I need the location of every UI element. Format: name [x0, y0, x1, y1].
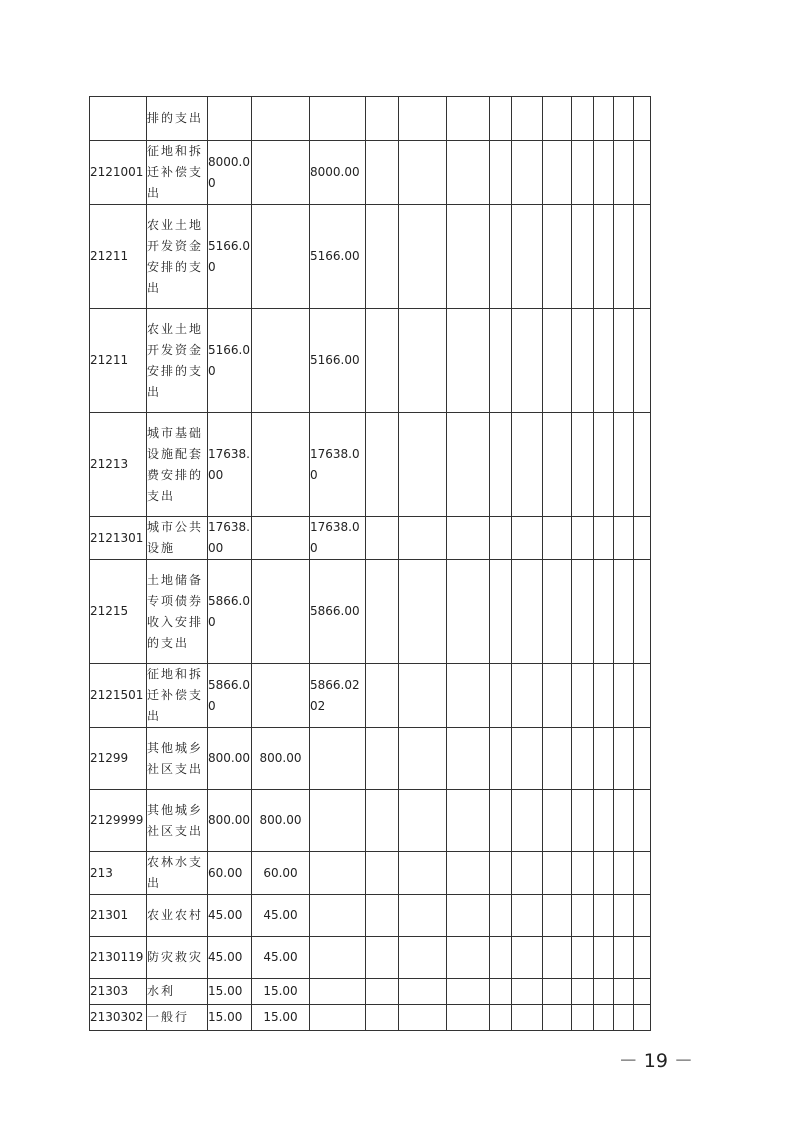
empty-cell — [543, 309, 572, 413]
page-number: － 19 － — [618, 1050, 693, 1072]
empty-cell — [447, 517, 490, 560]
empty-cell — [614, 97, 634, 141]
empty-cell — [366, 664, 399, 728]
empty-cell — [634, 141, 651, 205]
row-total-amount: 5866.00 — [208, 560, 252, 664]
empty-cell — [399, 97, 447, 141]
empty-cell — [614, 937, 634, 979]
row-item-name: 土地储备专项债券收入安排的支出 — [147, 560, 208, 664]
table-row — [90, 517, 651, 560]
row-total-amount — [208, 97, 252, 141]
row-general-budget-amount — [252, 205, 310, 309]
row-total-amount: 5166.00 — [208, 309, 252, 413]
row-general-budget-amount: 15.00 — [252, 1005, 310, 1031]
row-general-budget-amount: 15.00 — [252, 979, 310, 1005]
empty-cell — [399, 664, 447, 728]
empty-cell — [490, 664, 512, 728]
empty-cell — [447, 560, 490, 664]
empty-cell — [543, 141, 572, 205]
empty-cell — [543, 895, 572, 937]
empty-cell — [512, 205, 543, 309]
empty-cell — [594, 97, 614, 141]
budget-table — [89, 96, 651, 1031]
empty-cell — [399, 937, 447, 979]
empty-cell — [614, 517, 634, 560]
row-fund-budget-amount — [310, 790, 366, 852]
row-item-name: 征地和拆迁补偿支出 — [147, 664, 208, 728]
empty-cell — [366, 141, 399, 205]
row-total-amount: 45.00 — [208, 895, 252, 937]
empty-cell — [572, 97, 594, 141]
table-row — [90, 1005, 651, 1031]
row-fund-budget-amount — [310, 97, 366, 141]
empty-cell — [447, 1005, 490, 1031]
row-general-budget-amount — [252, 97, 310, 141]
row-fund-budget-amount — [310, 728, 366, 790]
row-item-name: 防灾救灾 — [147, 937, 208, 979]
empty-cell — [366, 1005, 399, 1031]
empty-cell — [399, 852, 447, 895]
empty-cell — [594, 560, 614, 664]
empty-cell — [447, 852, 490, 895]
empty-cell — [447, 728, 490, 790]
row-item-name: 城市公共设施 — [147, 517, 208, 560]
empty-cell — [512, 937, 543, 979]
empty-cell — [490, 1005, 512, 1031]
empty-cell — [399, 728, 447, 790]
row-code — [90, 97, 147, 141]
empty-cell — [490, 937, 512, 979]
table-row — [90, 205, 651, 309]
empty-cell — [447, 790, 490, 852]
empty-cell — [490, 97, 512, 141]
empty-cell — [634, 664, 651, 728]
empty-cell — [634, 205, 651, 309]
empty-cell — [490, 517, 512, 560]
row-total-amount: 17638.00 — [208, 413, 252, 517]
table-row — [90, 560, 651, 664]
empty-cell — [634, 560, 651, 664]
empty-cell — [399, 790, 447, 852]
empty-cell — [594, 790, 614, 852]
empty-cell — [634, 517, 651, 560]
empty-cell — [490, 560, 512, 664]
table-row — [90, 664, 651, 728]
empty-cell — [512, 664, 543, 728]
row-code: 21211 — [90, 205, 147, 309]
row-total-amount: 8000.00 — [208, 141, 252, 205]
row-total-amount: 5866.00 — [208, 664, 252, 728]
empty-cell — [490, 979, 512, 1005]
empty-cell — [594, 413, 614, 517]
empty-cell — [572, 728, 594, 790]
row-total-amount: 45.00 — [208, 937, 252, 979]
empty-cell — [614, 728, 634, 790]
empty-cell — [634, 413, 651, 517]
empty-cell — [614, 1005, 634, 1031]
empty-cell — [614, 205, 634, 309]
empty-cell — [399, 309, 447, 413]
empty-cell — [594, 852, 614, 895]
row-total-amount: 17638.00 — [208, 517, 252, 560]
empty-cell — [634, 979, 651, 1005]
empty-cell — [366, 517, 399, 560]
row-total-amount: 800.00 — [208, 790, 252, 852]
row-fund-budget-amount: 5166.00 — [310, 205, 366, 309]
empty-cell — [366, 852, 399, 895]
empty-cell — [614, 979, 634, 1005]
empty-cell — [447, 205, 490, 309]
empty-cell — [572, 141, 594, 205]
empty-cell — [594, 979, 614, 1005]
row-fund-budget-amount: 8000.00 — [310, 141, 366, 205]
row-general-budget-amount: 60.00 — [252, 852, 310, 895]
empty-cell — [512, 560, 543, 664]
empty-cell — [614, 413, 634, 517]
row-total-amount: 15.00 — [208, 979, 252, 1005]
table-row — [90, 979, 651, 1005]
empty-cell — [366, 728, 399, 790]
row-fund-budget-amount: 5166.00 — [310, 309, 366, 413]
empty-cell — [572, 517, 594, 560]
empty-cell — [490, 852, 512, 895]
empty-cell — [572, 309, 594, 413]
row-item-name: 其他城乡社区支出 — [147, 728, 208, 790]
empty-cell — [543, 205, 572, 309]
table-row — [90, 895, 651, 937]
empty-cell — [366, 790, 399, 852]
empty-cell — [543, 790, 572, 852]
row-code: 21301 — [90, 895, 147, 937]
empty-cell — [490, 790, 512, 852]
empty-cell — [512, 517, 543, 560]
table-row — [90, 141, 651, 205]
empty-cell — [543, 728, 572, 790]
row-code: 21215 — [90, 560, 147, 664]
row-general-budget-amount: 800.00 — [252, 790, 310, 852]
empty-cell — [490, 895, 512, 937]
row-fund-budget-amount: 5866.0202 — [310, 664, 366, 728]
table-row — [90, 728, 651, 790]
empty-cell — [399, 141, 447, 205]
empty-cell — [634, 97, 651, 141]
empty-cell — [594, 517, 614, 560]
row-total-amount: 5166.00 — [208, 205, 252, 309]
row-item-name: 城市基础设施配套费安排的支出 — [147, 413, 208, 517]
empty-cell — [594, 309, 614, 413]
empty-cell — [543, 517, 572, 560]
empty-cell — [512, 728, 543, 790]
row-code: 21299 — [90, 728, 147, 790]
empty-cell — [490, 413, 512, 517]
empty-cell — [543, 937, 572, 979]
empty-cell — [572, 205, 594, 309]
empty-cell — [366, 560, 399, 664]
empty-cell — [572, 560, 594, 664]
row-general-budget-amount — [252, 664, 310, 728]
table-row — [90, 413, 651, 517]
empty-cell — [572, 979, 594, 1005]
row-item-name: 排的支出 — [147, 97, 208, 141]
empty-cell — [490, 205, 512, 309]
row-general-budget-amount — [252, 413, 310, 517]
row-code: 213 — [90, 852, 147, 895]
row-code: 2130302 — [90, 1005, 147, 1031]
empty-cell — [490, 728, 512, 790]
empty-cell — [399, 979, 447, 1005]
empty-cell — [447, 664, 490, 728]
row-general-budget-amount: 800.00 — [252, 728, 310, 790]
empty-cell — [512, 790, 543, 852]
row-general-budget-amount: 45.00 — [252, 895, 310, 937]
row-general-budget-amount — [252, 141, 310, 205]
row-item-name: 农业农村 — [147, 895, 208, 937]
empty-cell — [447, 309, 490, 413]
row-fund-budget-amount — [310, 937, 366, 979]
empty-cell — [366, 205, 399, 309]
empty-cell — [366, 937, 399, 979]
empty-cell — [490, 141, 512, 205]
row-item-name: 征地和拆迁补偿支出 — [147, 141, 208, 205]
empty-cell — [572, 1005, 594, 1031]
row-code: 21211 — [90, 309, 147, 413]
row-general-budget-amount: 45.00 — [252, 937, 310, 979]
row-fund-budget-amount: 17638.00 — [310, 517, 366, 560]
empty-cell — [512, 413, 543, 517]
row-fund-budget-amount: 17638.00 — [310, 413, 366, 517]
empty-cell — [447, 895, 490, 937]
empty-cell — [594, 937, 614, 979]
empty-cell — [543, 413, 572, 517]
empty-cell — [543, 97, 572, 141]
empty-cell — [366, 97, 399, 141]
row-item-name: 其他城乡社区支出 — [147, 790, 208, 852]
row-item-name: 农林水支出 — [147, 852, 208, 895]
empty-cell — [447, 97, 490, 141]
row-total-amount: 15.00 — [208, 1005, 252, 1031]
empty-cell — [543, 852, 572, 895]
empty-cell — [543, 979, 572, 1005]
row-item-name: 一般行 — [147, 1005, 208, 1031]
empty-cell — [512, 1005, 543, 1031]
row-code: 2121001 — [90, 141, 147, 205]
empty-cell — [572, 937, 594, 979]
empty-cell — [447, 979, 490, 1005]
empty-cell — [366, 895, 399, 937]
empty-cell — [512, 141, 543, 205]
empty-cell — [614, 852, 634, 895]
empty-cell — [634, 895, 651, 937]
row-item-name: 水利 — [147, 979, 208, 1005]
row-fund-budget-amount — [310, 1005, 366, 1031]
row-fund-budget-amount — [310, 895, 366, 937]
row-item-name: 农业土地开发资金安排的支出 — [147, 205, 208, 309]
empty-cell — [594, 664, 614, 728]
empty-cell — [634, 852, 651, 895]
empty-cell — [614, 790, 634, 852]
empty-cell — [447, 937, 490, 979]
row-total-amount: 800.00 — [208, 728, 252, 790]
empty-cell — [366, 413, 399, 517]
empty-cell — [634, 309, 651, 413]
row-fund-budget-amount — [310, 979, 366, 1005]
table-row — [90, 309, 651, 413]
empty-cell — [399, 895, 447, 937]
empty-cell — [614, 895, 634, 937]
empty-cell — [399, 205, 447, 309]
empty-cell — [572, 413, 594, 517]
empty-cell — [634, 1005, 651, 1031]
empty-cell — [594, 205, 614, 309]
row-general-budget-amount — [252, 309, 310, 413]
empty-cell — [543, 560, 572, 664]
table-body — [90, 97, 651, 1031]
empty-cell — [594, 141, 614, 205]
empty-cell — [634, 937, 651, 979]
empty-cell — [543, 1005, 572, 1031]
table-row — [90, 790, 651, 852]
empty-cell — [447, 141, 490, 205]
row-code: 21303 — [90, 979, 147, 1005]
row-total-amount: 60.00 — [208, 852, 252, 895]
row-general-budget-amount — [252, 560, 310, 664]
row-code: 2121301 — [90, 517, 147, 560]
row-code: 21213 — [90, 413, 147, 517]
empty-cell — [366, 309, 399, 413]
table-row — [90, 97, 651, 141]
table-row — [90, 937, 651, 979]
empty-cell — [594, 1005, 614, 1031]
empty-cell — [399, 560, 447, 664]
empty-cell — [614, 560, 634, 664]
empty-cell — [512, 97, 543, 141]
empty-cell — [634, 728, 651, 790]
empty-cell — [594, 728, 614, 790]
empty-cell — [572, 895, 594, 937]
empty-cell — [543, 664, 572, 728]
empty-cell — [399, 1005, 447, 1031]
row-code: 2121501 — [90, 664, 147, 728]
empty-cell — [366, 979, 399, 1005]
empty-cell — [572, 664, 594, 728]
empty-cell — [490, 309, 512, 413]
empty-cell — [572, 852, 594, 895]
row-general-budget-amount — [252, 517, 310, 560]
empty-cell — [614, 141, 634, 205]
row-code: 2130119 — [90, 937, 147, 979]
empty-cell — [614, 309, 634, 413]
row-fund-budget-amount: 5866.00 — [310, 560, 366, 664]
empty-cell — [594, 895, 614, 937]
empty-cell — [399, 413, 447, 517]
row-code: 2129999 — [90, 790, 147, 852]
empty-cell — [399, 517, 447, 560]
empty-cell — [614, 664, 634, 728]
empty-cell — [512, 852, 543, 895]
empty-cell — [447, 413, 490, 517]
row-fund-budget-amount — [310, 852, 366, 895]
empty-cell — [634, 790, 651, 852]
empty-cell — [572, 790, 594, 852]
empty-cell — [512, 309, 543, 413]
row-item-name: 农业土地开发资金安排的支出 — [147, 309, 208, 413]
empty-cell — [512, 895, 543, 937]
empty-cell — [512, 979, 543, 1005]
table-row — [90, 852, 651, 895]
